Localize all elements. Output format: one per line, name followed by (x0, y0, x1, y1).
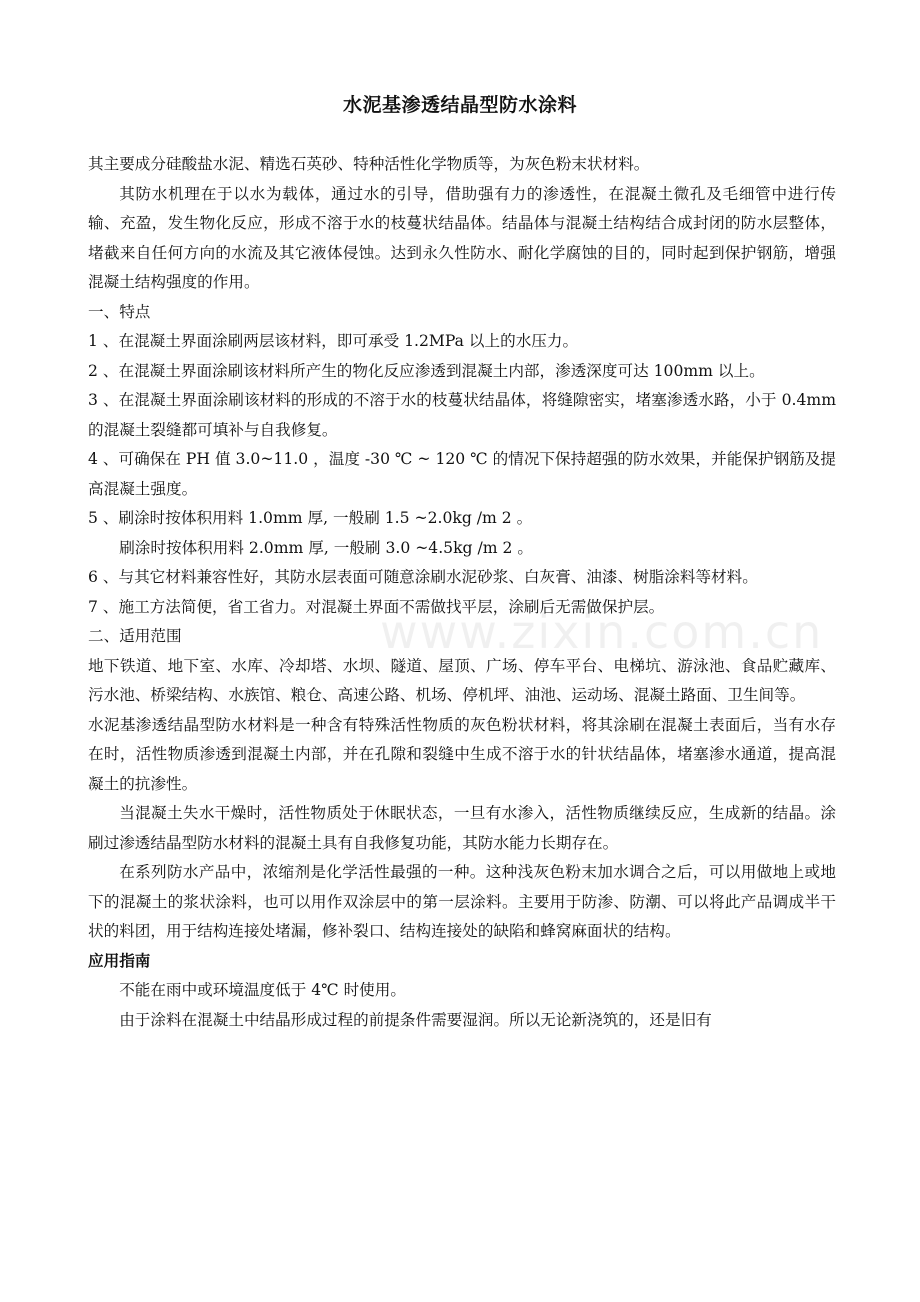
paragraph-self-repair: 当混凝土失水干燥时，活性物质处于休眠状态，一旦有水渗入，活性物质继续反应，生成新的结晶。涂刷过渗透结晶型防水材料的混凝土具有自我修复功能，其防水能力长期存在。 (88, 804, 836, 852)
watermark: www.zixin.com.cn (380, 605, 824, 659)
paragraph-temperature-note: 不能在雨中或环境温度低于 4℃ 时使用。 (119, 981, 406, 999)
paragraph-scope-list: 地下铁道、地下室、水库、冷却塔、水坝、隧道、屋顶、广场、停车平台、电梯坑、游泳池、食品贮藏库、污水池、桥梁结构、水族馆、粮仓、高速公路、机场、停机坪、油池、运动场、混凝土路面、卫生间等。 (88, 656, 836, 704)
document-body (88, 150, 836, 1035)
feature-item-6: 6 、与其它材料兼容性好，其防水层表面可随意涂刷水泥砂浆、白灰膏、油漆、树脂涂料等材料。 (88, 568, 758, 586)
feature-item-1: 1 、在混凝土界面涂刷两层该材料，即可承受 1.2MPa 以上的水压力。 (88, 332, 579, 350)
paragraph-mechanism: 其防水机理在于以水为载体，通过水的引导，借助强有力的渗透性，在混凝土微孔及毛细管中进行传输、充盈，发生物化反应，形成不溶于水的枝蔓状结晶体。结晶体与混凝土结构结合成封闭的防水层整体，堵截来自任何方向的水流及其它液体侵蚀。达到永久性防水、耐化学腐蚀的目的，同时起到保护钢筋，增强混凝土结构强度的作用。 (88, 184, 836, 291)
paragraph-concentrate: 在系列防水产品中，浓缩剂是化学活性最强的一种。这种浅灰色粉末加水调合之后，可以用做地上或地下的混凝土的浆状涂料，也可以用作双涂层中的第一层涂料。主要用于防渗、防潮、可以将此产品调成半干状的料团，用于结构连接处堵漏，修补裂口、结构连接处的缺陷和蜂窝麻面状的结构。 (88, 863, 836, 940)
document-title: 水泥基渗透结晶型防水涂料 (342, 94, 577, 116)
paragraph-composition: 其主要成分硅酸盐水泥、精选石英砂、特种活性化学物质等，为灰色粉末状材料。 (88, 155, 650, 173)
section-heading-scope: 二、适用范围 (88, 627, 182, 645)
feature-item-5-continued: 刷涂时按体积用料 2.0mm 厚, 一般刷 3.0 ~4.5kg /m 2 。 (119, 538, 533, 557)
feature-item-3: 3 、在混凝土界面涂刷该材料的形成的不溶于水的枝蔓状结晶体，将缝隙密实，堵塞渗透水路，小于 0.4mm 的混凝土裂缝都可填补与自我修复。 (88, 391, 836, 439)
feature-item-5: 5 、刷涂时按体积用料 1.0mm 厚, 一般刷 1.5 ~2.0kg /m 2 。 (88, 509, 533, 527)
feature-item-7: 7 、施工方法简便，省工省力。对混凝土界面不需做找平层，涂刷后无需做保护层。 (88, 597, 665, 616)
feature-item-4: 4 、可确保在 PH 值 3.0~11.0 ，温度 -30 ℃ ~ 120 ℃ 的情况下保持超强的防水效果，并能保护钢筋及提高混凝土强度。 (88, 450, 836, 498)
paragraph-material-description: 水泥基渗透结晶型防水材料是一种含有特殊活性物质的灰色粉状材料，将其涂刷在混凝土表面后，当有水存在时，活性物质渗透到混凝土内部，并在孔隙和裂缝中生成不溶于水的针状结晶体，堵塞渗水通道，提高混凝土的抗渗性。 (88, 715, 836, 793)
paragraph-moisture-note: 由于涂料在混凝土中结晶形成过程的前提条件需要湿润。所以无论新浇筑的，还是旧有 (119, 1010, 712, 1029)
feature-item-2: 2 、在混凝土界面涂刷该材料所产生的物化反应渗透到混凝土内部，渗透深度可达 100mm 以上。 (88, 361, 765, 380)
section-heading-application-guide: 应用指南 (88, 951, 151, 970)
section-heading-features: 一、特点 (88, 302, 151, 321)
